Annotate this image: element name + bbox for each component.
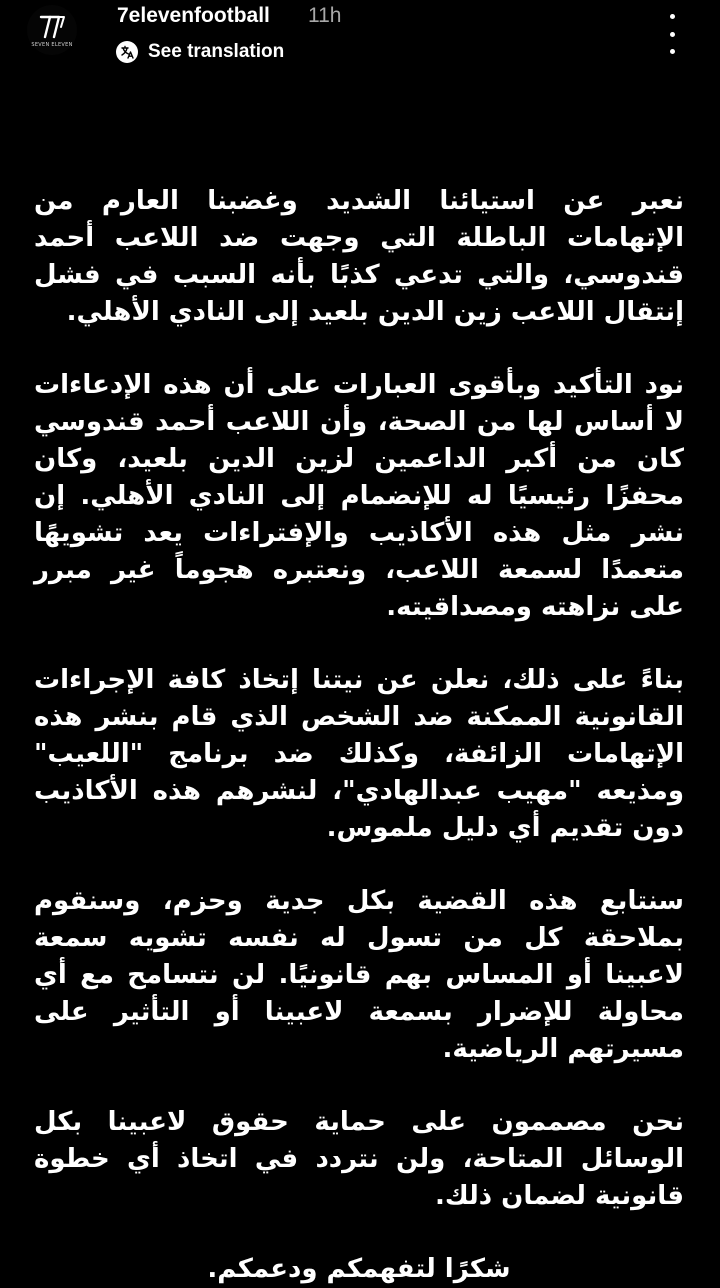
more-vertical-icon xyxy=(670,14,675,19)
translate-icon xyxy=(116,41,138,63)
avatar-caption: SEVEN ELEVEN xyxy=(31,41,73,48)
statement-paragraph: بناءً على ذلك، نعلن عن نيتنا إتخاذ كافة الإجراءات القانونية الممكنة ضد الشخص الذي قام بنشر هذه الإتهامات الزائفة، وكذلك ضد برنامج "اللعيب" ومذيعه "مهيب عبدالهادي"، لنشرهم هذه الأكاذيب دون تقديم أي دليل ملموس. xyxy=(34,665,684,843)
more-vertical-icon xyxy=(670,32,675,37)
more-options-button[interactable] xyxy=(658,14,686,54)
post-timestamp: 11h xyxy=(308,4,342,27)
statement-text xyxy=(34,183,684,1288)
see-translation-button[interactable] xyxy=(116,39,284,65)
statement-paragraph: نعبر عن استيائنا الشديد وغضبنا العارم من الإتهامات الباطلة التي وجهت ضد اللاعب أحمد قندوسي، والتي تدعي كذبًا بأنه السبب في فشل إنتقال اللاعب زين الدين بلعيد إلى النادي الأهلي. xyxy=(34,186,684,327)
seven-eleven-logo-icon xyxy=(37,13,67,41)
statement-closing: شكرًا لتفهمكم ودعمكم. xyxy=(207,1254,511,1284)
statement-paragraph: سنتابع هذه القضية بكل جدية وحزم، وسنقوم بملاحقة كل من تسول له نفسه تشويه سمعة لاعبينا أو المساس بهم قانونيًا. لن نتسامح مع أي محاولة للإضرار بسمعة لاعبينا أو التأثير على مسيرتهم الرياضية. xyxy=(34,886,684,1064)
statement-paragraph: نود التأكيد وبأقوى العبارات على أن هذه الإدعاءات لا أساس لها من الصحة، وأن اللاعب أحمد قندوسي كان من أكبر الداعمين لزين الدين بلعيد، وكان محفزًا رئيسيًا له للإنضمام إلى النادي الأهلي. إن نشر مثل هذه الأكاذيب والإفتراءات يعد تشويهًا متعمدًا لسمعة اللاعب، ونعتبره هجوماً غير مبرر على نزاهته ومصداقيته. xyxy=(34,370,684,622)
more-vertical-icon xyxy=(670,49,675,54)
statement-paragraph: نحن مصممون على حماية حقوق لاعبينا بكل الوسائل المتاحة، ولن نتردد في اتخاذ أي خطوة قانونية لضمان ذلك. xyxy=(34,1107,684,1211)
see-translation-label: See translation xyxy=(148,41,285,62)
story-header xyxy=(0,0,720,80)
avatar[interactable] xyxy=(27,5,77,55)
username[interactable]: 7elevenfootball xyxy=(117,4,270,27)
